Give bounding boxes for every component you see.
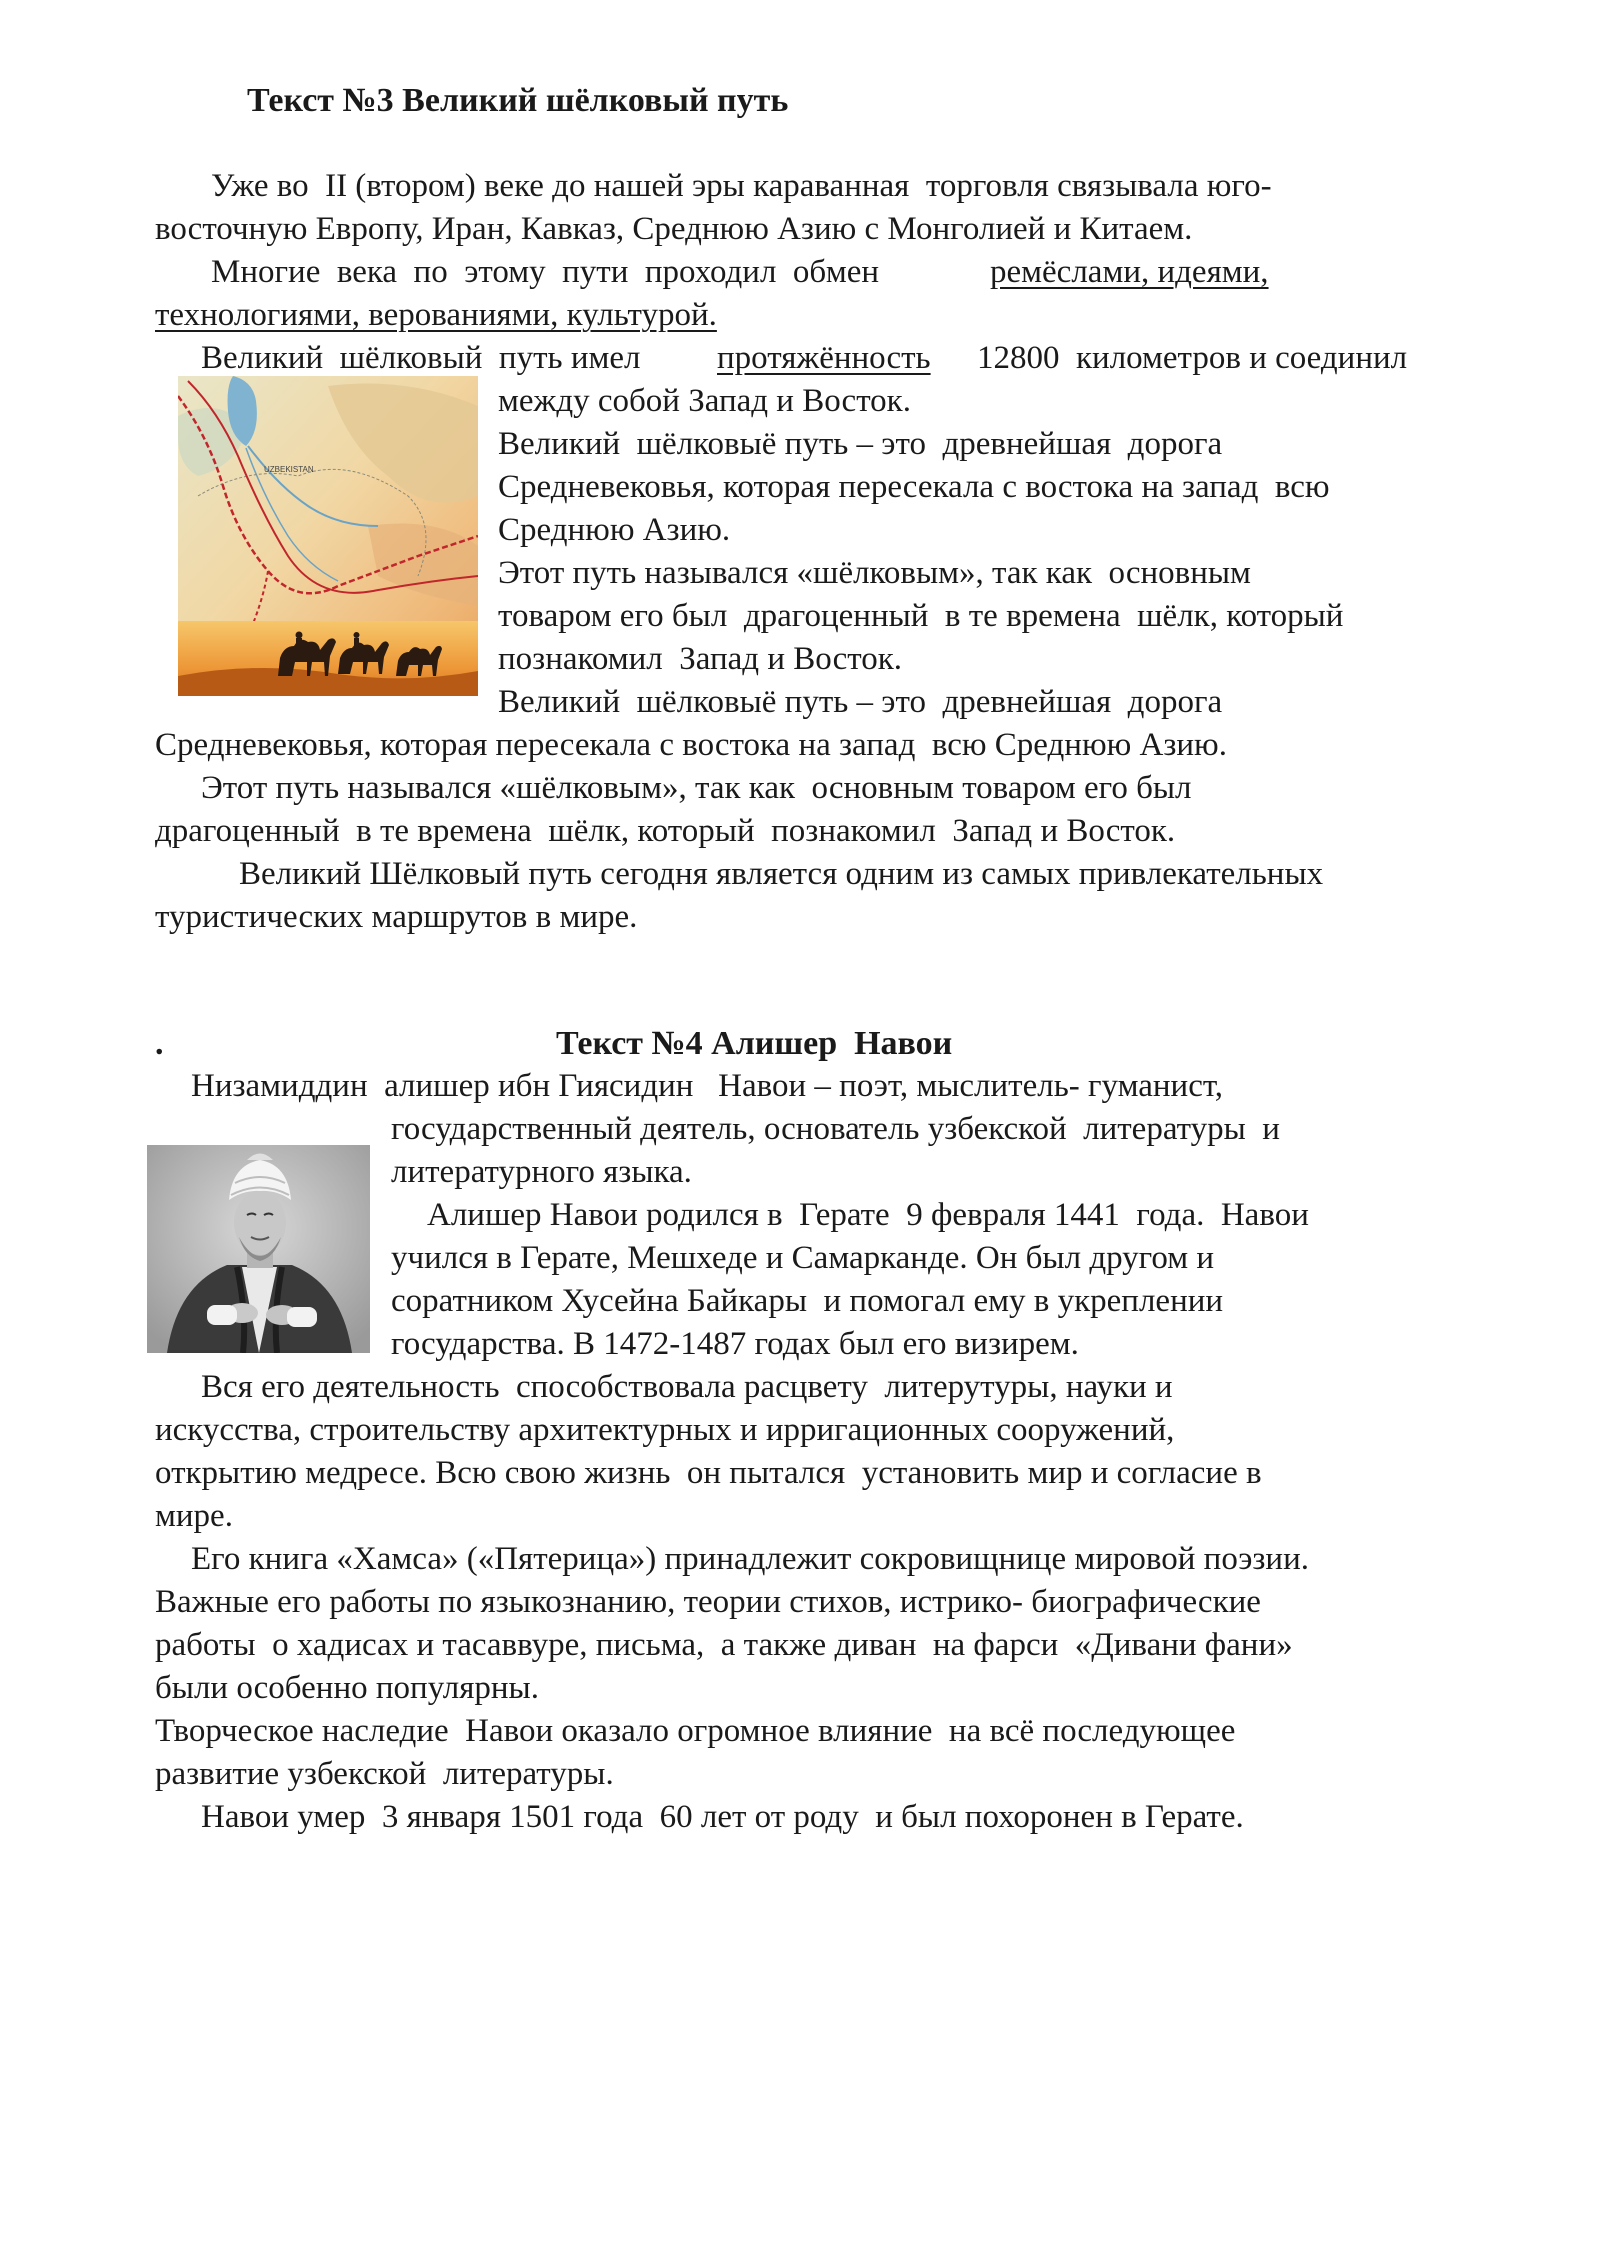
text3-underlined-phrase: протяжённость [717, 340, 931, 376]
text3-line: Уже во II (втором) веке до нашей эры караванная торговля связывала юго- [211, 168, 1272, 204]
text3-underlined-phrase: технологиями, верованиями, культурой. [155, 297, 717, 333]
text4-line: развитие узбекской литературы. [155, 1756, 614, 1792]
text3-line: Этот путь назывался «шёлковым», так как основным [498, 555, 1251, 591]
silk-road-map-image [178, 376, 478, 696]
text3-line: Этот путь назывался «шёлковым», так как основным товаром его был [201, 770, 1192, 806]
text3-line: Многие века по этому пути проходил обмен [211, 254, 880, 290]
text4-line: Алишер Навои родился в Герате 9 февраля 1441 года. Навои [427, 1197, 1309, 1233]
text4-line: мире. [155, 1498, 233, 1534]
navoi-portrait-image [147, 1145, 370, 1353]
text3-line: Средневековья, которая пересекала с востока на запад всю Среднюю Азию. [155, 727, 1227, 763]
separator-dot: . [155, 1025, 164, 1062]
text3-line: драгоценный в те времена шёлк, который познакомил Запад и Восток. [155, 813, 1176, 849]
text4-line: государственный деятель, основатель узбекской литературы и [391, 1111, 1280, 1147]
text3-line: туристических маршрутов в мире. [155, 899, 638, 935]
text4-line: искусства, строительству архитектурных и ирригационных сооружений, [155, 1412, 1175, 1448]
text4-line: Важные его работы по языкознанию, теории стихов, истрико- биографические [155, 1584, 1261, 1620]
text4-line: Навои умер 3 января 1501 года 60 лет от роду и был похоронен в Герате. [201, 1799, 1244, 1835]
text3-line: товаром его был драгоценный в те времена шёлк, который [498, 598, 1344, 634]
map-country-label: UZBEKISTAN [264, 465, 314, 474]
text4-line: работы о хадисах и тасаввуре, письма, а также диван на фарси «Дивани фани» [155, 1627, 1293, 1663]
text4-line: литературного языка. [391, 1154, 692, 1190]
text4-line: Его книга «Хамса» («Пятерица») принадлежит сокровищнице мировой поэзии. [191, 1541, 1310, 1577]
text4-line: Вся его деятельность способствовала расцвету литерутуры, науки и [201, 1369, 1173, 1405]
text3-line: между собой Запад и Восток. [498, 383, 911, 419]
text4-line: государства. В 1472-1487 годах был его визирем. [391, 1326, 1079, 1362]
text4-line: соратником Хусейна Байкары и помогал ему в укреплении [391, 1283, 1224, 1319]
text3-line: Великий шёлковый путь имел [201, 340, 641, 376]
text3-line: Среднюю Азию. [498, 512, 731, 548]
text3-line: восточную Европу, Иран, Кавказ, Среднюю Азию с Монголией и Китаем. [155, 211, 1193, 247]
text3-line: познакомил Запад и Восток. [498, 641, 902, 677]
text3-underlined-phrase: ремёслами, идеями, [990, 254, 1269, 290]
text3-line: Великий Шёлковый путь сегодня является одним из самых привлекательных [239, 856, 1324, 892]
text4-line: открытию медресе. Всю свою жизнь он пытался установить мир и согласие в [155, 1455, 1262, 1491]
text3-line: Великий шёлковыё путь – это древнейшая дорога [498, 684, 1223, 720]
text4-line: учился в Герате, Мешхеде и Самарканде. Он был другом и [391, 1240, 1215, 1276]
text4-line: Низамиддин алишер ибн Гиясидин Навои – поэт, мыслитель- гуманист, [191, 1068, 1224, 1104]
text4-line: Творческое наследие Навои оказало огромное влияние на всё последующее [155, 1713, 1236, 1749]
text4-line: были особенно популярны. [155, 1670, 539, 1706]
text3-line: 12800 километров и соединил [977, 340, 1408, 376]
text3-line: Великий шёлковыё путь – это древнейшая дорога [498, 426, 1223, 462]
text4-title: Текст №4 Алишер Навои [556, 1025, 953, 1062]
text3-title: Текст №3 Великий шёлковый путь [247, 82, 789, 119]
text3-line: Средневековья, которая пересекала с востока на запад всю [498, 469, 1330, 505]
